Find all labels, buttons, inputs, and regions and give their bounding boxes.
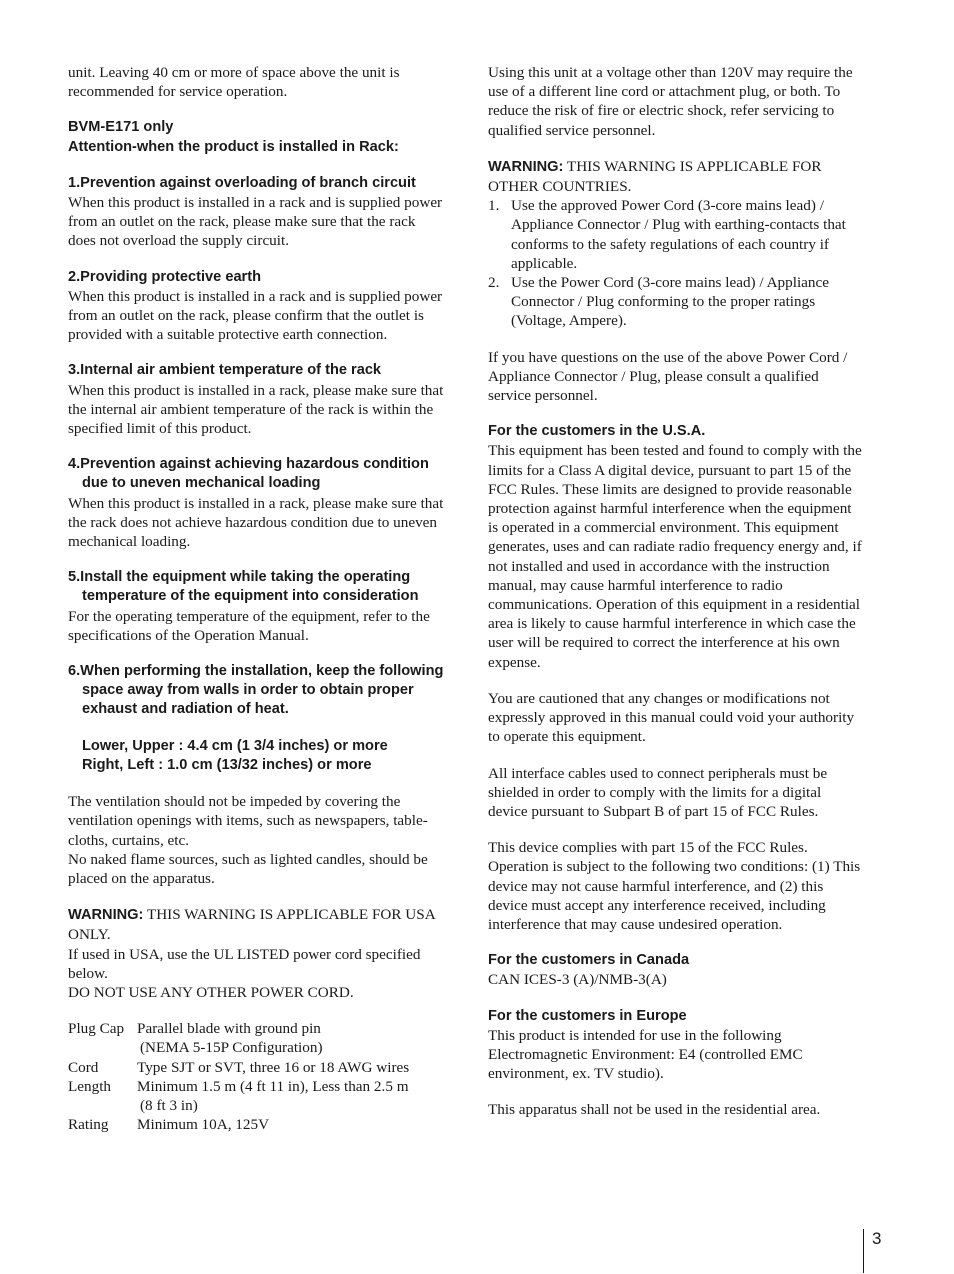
section-6 (68, 662, 444, 775)
list-item-number: 1. (488, 197, 500, 215)
caution-paragraph: You are cautioned that any changes or modifications not expressly approved in this manual could void your authority to operate this equipment. (488, 689, 855, 746)
spec-row (68, 1115, 409, 1134)
usa-customers-body: This equipment has been tested and found to comply with the limits for a Class A digital device, pursuant to part 15 of the FCC Rules. These limits are designed to provide reasonable protection against harmful interference when the equipment is operated in a commercial environment. This equipment generates, uses and can radiate radio frequency energy and, if not installed and used in accordance with the instruction manual, may cause harmful interference to radio communications. Operation of this equipment in a residential area is likely to cause harmful interference in which case the user will be required to correct the interference at his own expense. (488, 442, 862, 671)
voltage-paragraph: Using this unit at a voltage other than 120V may require the use of a different line cord or attachment plug, or both. To reduce the risk of fire or electric shock, refer servicing to qualified service personnel. (488, 64, 853, 139)
spec-value (137, 1077, 409, 1115)
section-6-heading: 6.When performing the installation, keep the following space away from walls in order to obtain proper exhaust and radiation of heat. (68, 663, 444, 718)
section-3 (68, 361, 444, 438)
usa-cord-prohibition: DO NOT USE ANY OTHER POWER CORD. (68, 983, 354, 1001)
section-5-heading: 5.Install the equipment while taking the operating temperature of the equipment into consideration (68, 569, 419, 605)
power-cord-spec-table (68, 1019, 409, 1134)
spec-value-cont: (NEMA 5-15P Configuration) (140, 1039, 323, 1057)
flame-text: No naked flame sources, such as lighted candles, should be placed on the apparatus. (68, 850, 428, 887)
spec-value-line: Minimum 1.5 m (4 ft 11 in), Less than 2.5 m (137, 1077, 409, 1095)
usa-warning-label: WARNING: (68, 907, 144, 924)
spec-value (137, 1058, 409, 1077)
spec-row (68, 1058, 409, 1077)
section-2-body: When this product is installed in a rack and is supplied power from an outlet on the rack, please confirm that the outlet is provided with a suitable protective earth connection. (68, 287, 443, 344)
questions-paragraph: If you have questions on the use of the above Power Cord / Appliance Connector / Plug, please consult a qualified service personnel. (488, 348, 848, 405)
usa-cord-instruction: If used in USA, use the UL LISTED power cord specified below. (68, 945, 421, 982)
list-item-text: Use the approved Power Cord (3-core mains lead) / Appliance Connector / Plug with earthing-contacts that conforms to the safety regulations of each country if applicable. (511, 197, 846, 272)
list-item-number: 2. (488, 274, 500, 292)
rack-heading: Attention-when the product is installed in Rack: (68, 138, 399, 155)
cables-paragraph: All interface cables used to connect peripherals must be shielded in order to comply with the limits for a digital device pursuant to Subpart B of part 15 of FCC Rules. (488, 764, 828, 820)
spec-key: Cord (68, 1058, 99, 1076)
ventilation-block (68, 792, 444, 888)
clearance-vertical: Lower, Upper : 4.4 cm (1 3/4 inches) or more (82, 737, 388, 754)
section-1 (68, 174, 444, 251)
canada-body: CAN ICES-3 (A)/NMB-3(A) (488, 971, 667, 989)
europe-body: This product is intended for use in the following Electromagnetic Environment: E4 (controlled EMC environment, ex. TV studio). (488, 1026, 803, 1083)
section-1-body: When this product is installed in a rack and is supplied power from an outlet on the rack, please make sure that the rack does not overload the supply circuit. (68, 194, 443, 250)
right-column (488, 63, 864, 1137)
usa-warning-block (68, 905, 444, 1002)
spec-value-cont: (8 ft 3 in) (140, 1096, 198, 1114)
section-5 (68, 568, 444, 645)
page-number: 3 (872, 1229, 882, 1248)
spec-value (137, 1115, 409, 1134)
other-warning-text: THIS WARNING IS APPLICABLE FOR OTHER COUNTRIES. (488, 157, 822, 196)
page-number-marker (863, 1229, 881, 1273)
left-column (68, 63, 444, 1134)
europe-heading: For the customers in Europe (488, 1007, 687, 1024)
section-5-body: For the operating temperature of the equipment, refer to the specifications of the Operation Manual. (68, 607, 430, 644)
section-2-heading: 2.Providing protective earth (68, 268, 262, 285)
spec-key: Plug Cap (68, 1020, 125, 1038)
section-4-heading: 4.Prevention against achieving hazardous condition due to uneven mechanical loading (68, 456, 429, 492)
residential-paragraph: This apparatus shall not be used in the residential area. (488, 1101, 821, 1119)
list-item (488, 273, 864, 331)
model-heading: BVM-E171 only (68, 119, 174, 136)
list-item-text: Use the Power Cord (3-core mains lead) / Appliance Connector / Plug conforming to the proper ratings (Voltage, Ampere). (511, 274, 829, 330)
other-countries-warning (488, 157, 864, 196)
fcc-paragraph: This device complies with part 15 of the FCC Rules. Operation is subject to the following two conditions: (1) This device may not cause harmful interference, and (2) this device must accept any interference received, including interference that may cause undesired operation. (488, 839, 861, 933)
intro-paragraph: unit. Leaving 40 cm or more of space above the unit is recommended for service operation. (68, 64, 400, 101)
usa-warning-line (68, 905, 444, 944)
spec-row (68, 1077, 409, 1115)
spec-key: Length (68, 1077, 112, 1095)
spec-value (137, 1019, 409, 1057)
usa-customers-section (488, 422, 864, 672)
section-3-body: When this product is installed in a rack, please make sure that the internal air ambient temperature of the rack is within the specified limit of this product. (68, 381, 444, 438)
spec-value-line: Parallel blade with ground pin (137, 1020, 321, 1038)
power-cord-requirements-list (488, 196, 864, 330)
usa-warning-text: THIS WARNING IS APPLICABLE FOR USA ONLY. (68, 906, 435, 944)
section-2 (68, 268, 444, 345)
spec-key: Rating (68, 1116, 109, 1134)
other-warning-label: WARNING: (488, 158, 564, 175)
spec-value-line: Type SJT or SVT, three 16 or 18 AWG wires (137, 1058, 410, 1076)
canada-section (488, 951, 864, 989)
section-4-body: When this product is installed in a rack, please make sure that the rack does not achieve hazardous condition due to uneven mechanical loading. (68, 494, 444, 551)
section-3-heading: 3.Internal air ambient temperature of the rack (68, 362, 382, 379)
europe-section (488, 1007, 864, 1084)
list-item (488, 196, 864, 273)
usa-customers-heading: For the customers in the U.S.A. (488, 423, 706, 440)
spec-row (68, 1019, 409, 1057)
section-1-heading: 1.Prevention against overloading of branch circuit (68, 174, 416, 191)
rack-attention-block (68, 118, 444, 156)
clearance-horizontal: Right, Left : 1.0 cm (13/32 inches) or more (82, 756, 372, 773)
spec-value-line: Minimum 10A, 125V (137, 1116, 270, 1134)
section-4 (68, 455, 444, 551)
ventilation-text: The ventilation should not be impeded by covering the ventilation openings with items, such as newspapers, table-cloths, curtains, etc. (68, 793, 428, 849)
canada-heading: For the customers in Canada (488, 952, 690, 969)
